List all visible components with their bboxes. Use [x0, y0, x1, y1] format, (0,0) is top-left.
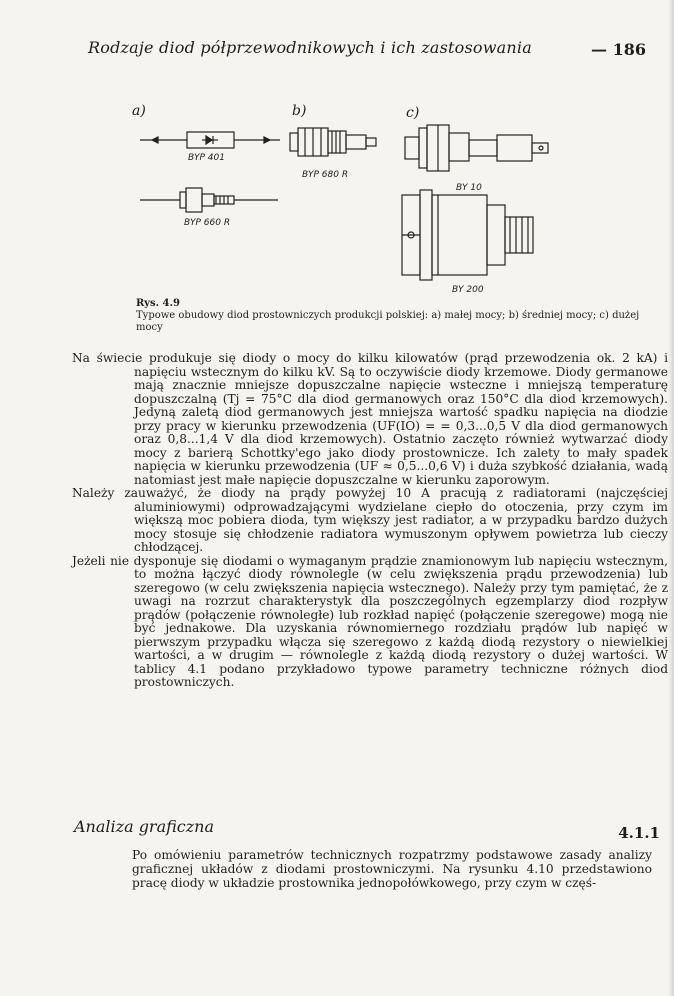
section-paragraph: Po omówieniu parametrów technicznych rozpatrzmy podstawowe zasady analizy graficznej układów z diodami prostowniczymi. Na rysunku 4.10 przedstawiono pracę diody w układzie prostownika jednopołówkowego, przy czym w częś-	[132, 848, 652, 890]
section-text	[132, 848, 652, 890]
part-label-byp680r: BYP 680 R	[302, 170, 349, 180]
figure-label-b: b)	[292, 103, 307, 119]
page-number: — 186	[591, 40, 646, 59]
paragraph-power-diodes: Na świecie produkuje się diody o mocy do kilku kilowatów (prąd przewodzenia ok. 2 kA) i napięciu wstecznym do kilku kV. Są to oczywiście diody krzemowe. Diody germanowe mają znacznie mniejsze dopuszczalne napięcie wsteczne i mniejszą temperaturę dopuszczalną (Tj = 75°C dla diod germanowych oraz 150°C dla diod krzemowych). Jedyną zaletą diod germanowych jest mniejsza wartość spadku napięcia na diodzie przy pracy w kierunku przewodzenia (UF(IO) = = 0,3...0,5 V dla diod germanowych oraz 0,8...1,4 V dla diod krzemowych). Ostatnio zaczęto również wytwarzać diody mocy z barierą Schottky'ego jako diody prostownicze. Ich zalety to mały spadek napięcia w kierunku przewodzenia (UF ≈ 0,5...0,6 V) i duża szybkość działania, wadą natomiast jest małe napięcie dopuszczalne w kierunku zaporowym.	[72, 351, 668, 487]
section-title: Analiza graficzna	[74, 817, 215, 836]
figure-label-a: a)	[132, 103, 146, 119]
paragraph-heatsinks: Należy zauważyć, że diody na prądy powyżej 10 A pracują z radiatorami (najczęściej aluminiowymi) odprowadzającymi wydzielane ciepło do otoczenia, przy czym im większą moc pobiera dioda, tym większy jest radiator, a w przypadku bardzo dużych mocy stosuje się chłodzenie radiatora wymuszonym opływem powietrza lub cieczy chłodzącej.	[72, 486, 668, 554]
diode-byp401-drawing	[140, 132, 280, 148]
figure-caption-number: Rys. 4.9	[136, 298, 180, 309]
figure-diode-packages	[100, 95, 620, 300]
diode-byp660r-drawing	[140, 188, 278, 212]
running-header-title: Rodzaje diod półprzewodnikowych i ich zastosowania	[88, 38, 532, 57]
section-number: 4.1.1	[618, 824, 660, 842]
page-edge	[668, 0, 674, 996]
part-label-byp401: BYP 401	[188, 153, 225, 163]
part-label-by200: BY 200	[452, 285, 484, 295]
figure-label-c: c)	[406, 105, 420, 121]
diode-byp680r-drawing	[290, 128, 376, 156]
part-label-byp660r: BYP 660 R	[184, 218, 231, 228]
diode-package-drawings	[100, 95, 620, 300]
diode-by10-drawing	[405, 125, 548, 171]
figure-caption-text: Typowe obudowy diod prostowniczych produkcji polskiej: a) małej mocy; b) średniej mocy; c) dużej mocy	[136, 310, 640, 333]
paragraph-parallel-series: Jeżeli nie dysponuje się diodami o wymaganym prądzie znamionowym lub napięciu wstecznym, to można łączyć diody równolegle (w celu zwiększenia prądu przewodzenia) lub szeregowo (w celu zwiększenia napięcia wstecznego). Należy przy tym pamiętać, że z uwagi na rozrzut charakterystyk dla poszczególnych egzemplarzy diod rozpływ prądów (połączenie równoległe) lub rozkład napięć (połączenie szeregowe) mogą nie być jednakowe. Dla uzyskania równomiernego rozdziału prądów lub napięć w pierwszym przypadku włącza się szeregowo z każdą diodą rezystory o niewielkiej wartości, a w drugim — równolegle z każdą diodą rezystory o dużej wartości. W tablicy 4.1 podano przykładowo typowe parametry techniczne różnych diod prostowniczych.	[72, 553, 668, 689]
body-text	[72, 352, 668, 690]
part-label-by10: BY 10	[456, 183, 482, 193]
diode-by200-drawing	[402, 190, 533, 280]
figure-caption	[136, 298, 666, 334]
